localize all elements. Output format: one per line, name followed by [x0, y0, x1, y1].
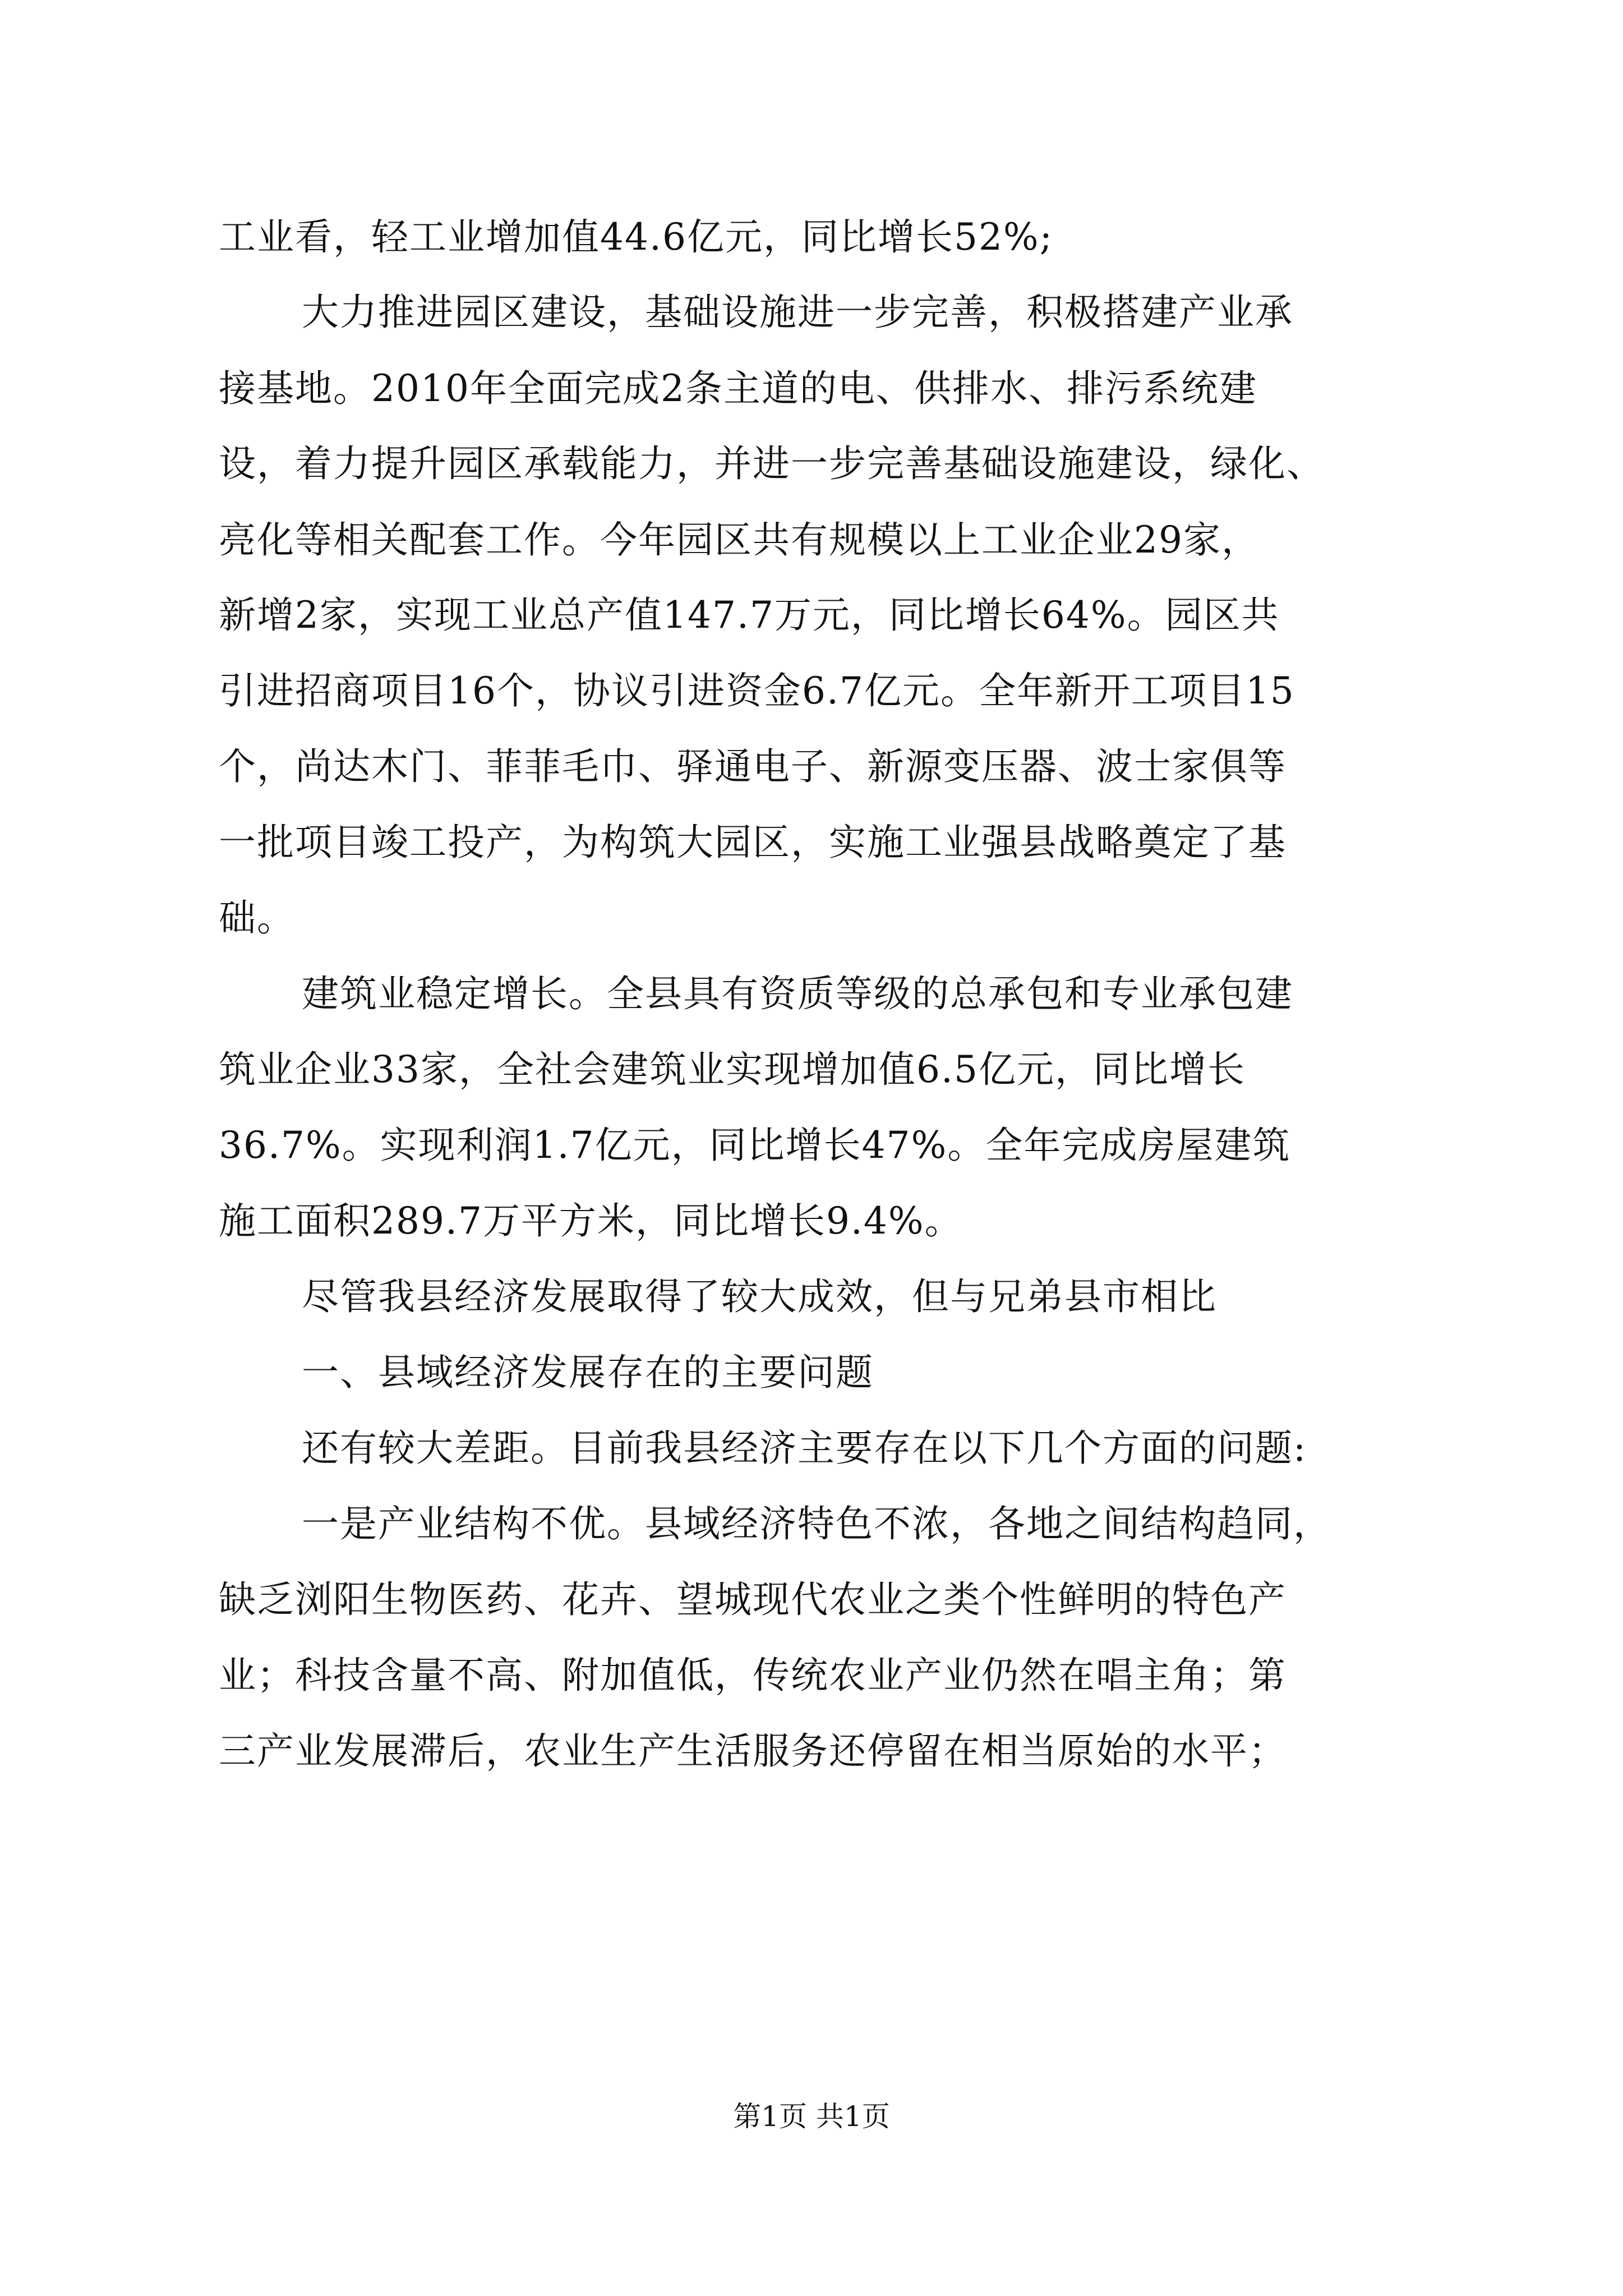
- text-line: 36.7%。实现利润1.7亿元，同比增长47%。全年完成房屋建筑: [219, 1124, 1291, 1167]
- paragraph-line: 一是产业结构不优。县域经济特色不浓，各地之间结构趋同，: [302, 1502, 1331, 1545]
- paragraph-line: 尽管我县经济发展取得了较大成效，但与兄弟县市相比: [302, 1275, 1217, 1318]
- text-line: 接基地。2010年全面完成2条主道的电、供排水、排污系统建: [219, 367, 1257, 410]
- text-line: 亮化等相关配套工作。今年园区共有规模以上工业企业29家，: [219, 518, 1260, 562]
- text-line: 新增2家，实现工业总产值147.7万元，同比增长64%。园区共: [219, 593, 1280, 637]
- paragraph-line: 大力推进园区建设，基础设施进一步完善，积极搭建产业承: [302, 291, 1293, 334]
- text-line: 工业看，轻工业增加值44.6亿元，同比增长52%;: [219, 215, 1053, 259]
- text-line: 个，尚达木门、菲菲毛巾、驿通电子、新源变压器、波士家俱等: [219, 745, 1287, 788]
- text-line: 引进招商项目16个，协议引进资金6.7亿元。全年新开工项目15: [219, 669, 1295, 712]
- text-line: 三产业发展滞后，农业生产生活服务还停留在相当原始的水平；: [219, 1729, 1287, 1773]
- text-line: 施工面积289.7万平方米，同比增长9.4%。: [219, 1199, 963, 1243]
- section-heading: 一、县域经济发展存在的主要问题: [302, 1351, 874, 1394]
- text-line: 业；科技含量不高、附加值低，传统农业产业仍然在唱主角；第: [219, 1654, 1287, 1697]
- text-line: 缺乏浏阳生物医药、花卉、望城现代农业之类个性鲜明的特色产: [219, 1578, 1287, 1621]
- text-line: 设，着力提升园区承载能力，并进一步完善基础设施建设，绿化、: [219, 442, 1325, 485]
- text-line: 一批项目竣工投产，为构筑大园区，实施工业强县战略奠定了基: [219, 821, 1287, 864]
- text-line: 础。: [219, 896, 295, 940]
- page-number-footer: 第1页 共1页: [733, 2100, 890, 2133]
- paragraph-line: 建筑业稳定增长。全县具有资质等级的总承包和专业承包建: [302, 972, 1293, 1015]
- text-line: 筑业企业33家，全社会建筑业实现增加值6.5亿元，同比增长: [219, 1048, 1246, 1091]
- paragraph-line: 还有较大差距。目前我县经济主要存在以下几个方面的问题:: [302, 1427, 1307, 1470]
